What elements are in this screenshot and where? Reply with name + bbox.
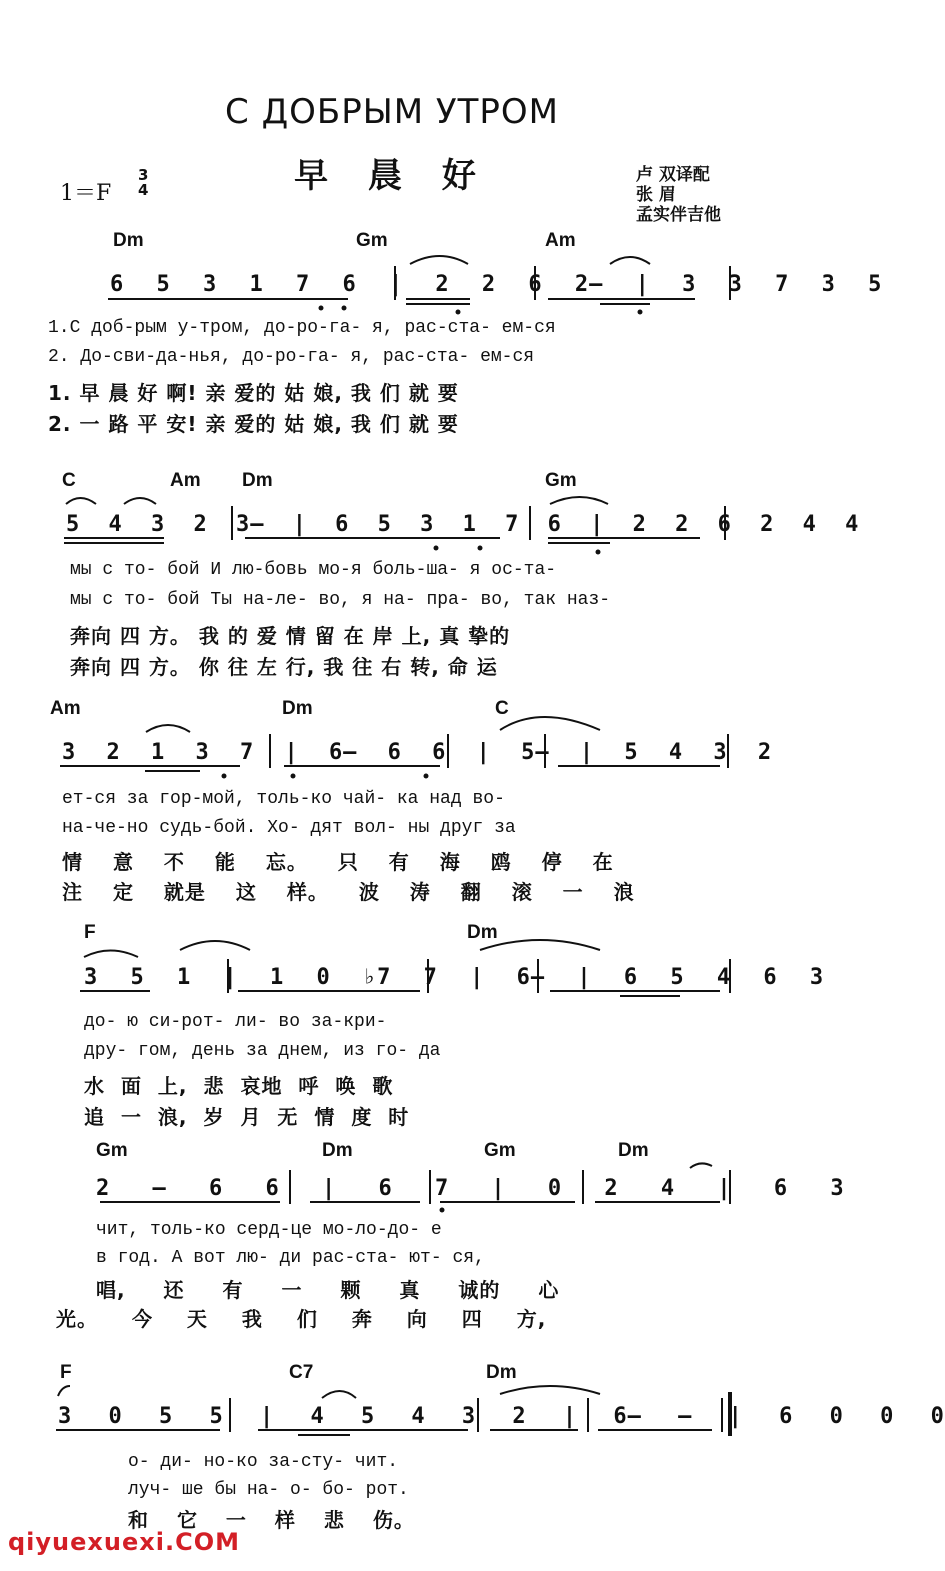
chord-f: F (84, 922, 96, 943)
lyric-ru-2: в год. А вот лю- ди рас-ста- ют- ся, (96, 1248, 485, 1268)
notes-line: 5 4 3 2 3— | 6 5 3 1 7 6 | 2 2 6 2 4 4 (66, 512, 860, 537)
chord-f: F (60, 1362, 72, 1383)
lyric-ru-2: дру- гом, день за днем, из го- да (84, 1041, 441, 1061)
chord-c: C (62, 470, 76, 491)
chord-dm: Dm (242, 470, 273, 491)
lyric-zh-2: 注 定 就是 这 样。 波 涛 翻 滚 一 浪 (62, 880, 635, 904)
chord-am: Am (170, 470, 201, 491)
title-russian: С ДОБРЫМ УТРОМ (225, 92, 559, 132)
lyric-ru-1: 1.С доб-рым у-тром, до-ро-га- я, рас-ста- ем-ся (48, 318, 556, 338)
lyric-zh-1: 1. 早 晨 好 啊! 亲 爱的 姑 娘, 我 们 就 要 (48, 381, 459, 405)
lyric-ru-2: мы с то- бой Ты на-ле- во, я на- пра- во, так наз- (70, 590, 611, 610)
credit-translator-2: 张 眉 (636, 185, 676, 205)
chord-dm: Dm (113, 230, 144, 251)
time-signature (138, 168, 148, 198)
chord-gm: Gm (96, 1140, 128, 1161)
chord-gm: Gm (484, 1140, 516, 1161)
chord-dm: Dm (467, 922, 498, 943)
notes-line: 3 5 1 | 1 0 ♭7 7 | 6— | 6 5 4 6 3 (84, 965, 825, 990)
lyric-ru-2: на-че-но судь-бой. Хо- дят вол- ны друг за (62, 818, 516, 838)
lyric-zh-1: 情 意 不 能 忘。 只 有 海 鸥 停 在 (62, 850, 614, 874)
credit-guitar: 孟实伴吉他 (636, 205, 721, 225)
lyric-ru-2: 2. До-сви-да-нья, до-ро-га- я, рас-ста- ем-ся (48, 347, 535, 367)
chord-dm: Dm (486, 1362, 517, 1383)
chord-c7: C7 (289, 1362, 314, 1383)
lyric-ru-1: мы с то- бой И лю-бовь мо-я боль-ша- я ос-та- (70, 560, 557, 580)
notes-line: 6 5 3 1 7 6 | 2 2 6 2— | 3 3 7 3 5 (110, 272, 883, 297)
chord-gm: Gm (356, 230, 388, 251)
chord-dm: Dm (282, 698, 313, 719)
lyric-zh-2: 光。 今 天 我 们 奔 向 四 方, (56, 1307, 547, 1331)
lyric-ru-1: чит, толь-ко серд-це мо-ло-до- е (96, 1220, 442, 1240)
lyric-ru-2: луч- ше бы на- о- бо- рот. (128, 1480, 409, 1500)
lyric-zh-2: 奔向 四 方。 你 往 左 行, 我 往 右 转, 命 运 (70, 655, 498, 679)
chord-am: Am (50, 698, 81, 719)
lyric-zh-2: 追 一 浪, 岁 月 无 情 度 时 (84, 1105, 410, 1129)
lyric-zh-2: 2. 一 路 平 安! 亲 爱的 姑 娘, 我 们 就 要 (48, 412, 459, 436)
chord-dm: Dm (322, 1140, 353, 1161)
notes-line: 3 0 5 5 | 4 5 4 3 2 | 6— — | 6 0 0 0 (58, 1404, 945, 1429)
chord-am: Am (545, 230, 576, 251)
notes-line: 3 2 1 3 7 | 6— 6 6 | 5— | 5 4 3 2 (62, 740, 773, 765)
chord-c: C (495, 698, 509, 719)
notes-line: 2 — 6 6 | 6 7 | 0 2 4 | 6 3 (96, 1176, 845, 1201)
lyric-ru-1: ет-ся за гор-мой, толь-ко чай- ка над во- (62, 789, 505, 809)
meter-bottom: 4 (138, 181, 149, 199)
lyric-zh-1: 唱, 还 有 一 颗 真 诚的 心 (96, 1278, 560, 1302)
key-signature: 1＝F (60, 181, 112, 206)
lyric-ru-1: о- ди- но-ко за-сту- чит. (128, 1452, 399, 1472)
meter-top: 3 (138, 166, 149, 184)
lyric-zh-1: 奔向 四 方。 我 的 爱 情 留 在 岸 上, 真 挚的 (70, 624, 511, 648)
watermark: qiyuexuexi.COM (8, 1528, 240, 1556)
credit-translator: 卢 双译配 (636, 165, 710, 185)
title-chinese: 早 晨 好 (294, 156, 490, 196)
chord-gm: Gm (545, 470, 577, 491)
chord-dm: Dm (618, 1140, 649, 1161)
lyric-zh-1: 和 它 一 样 悲 伤。 (128, 1508, 415, 1532)
lyric-ru-1: до- ю си-рот- ли- во за-кри- (84, 1012, 387, 1032)
lyric-zh-1: 水 面 上, 悲 哀地 呼 唤 歌 (84, 1074, 394, 1098)
